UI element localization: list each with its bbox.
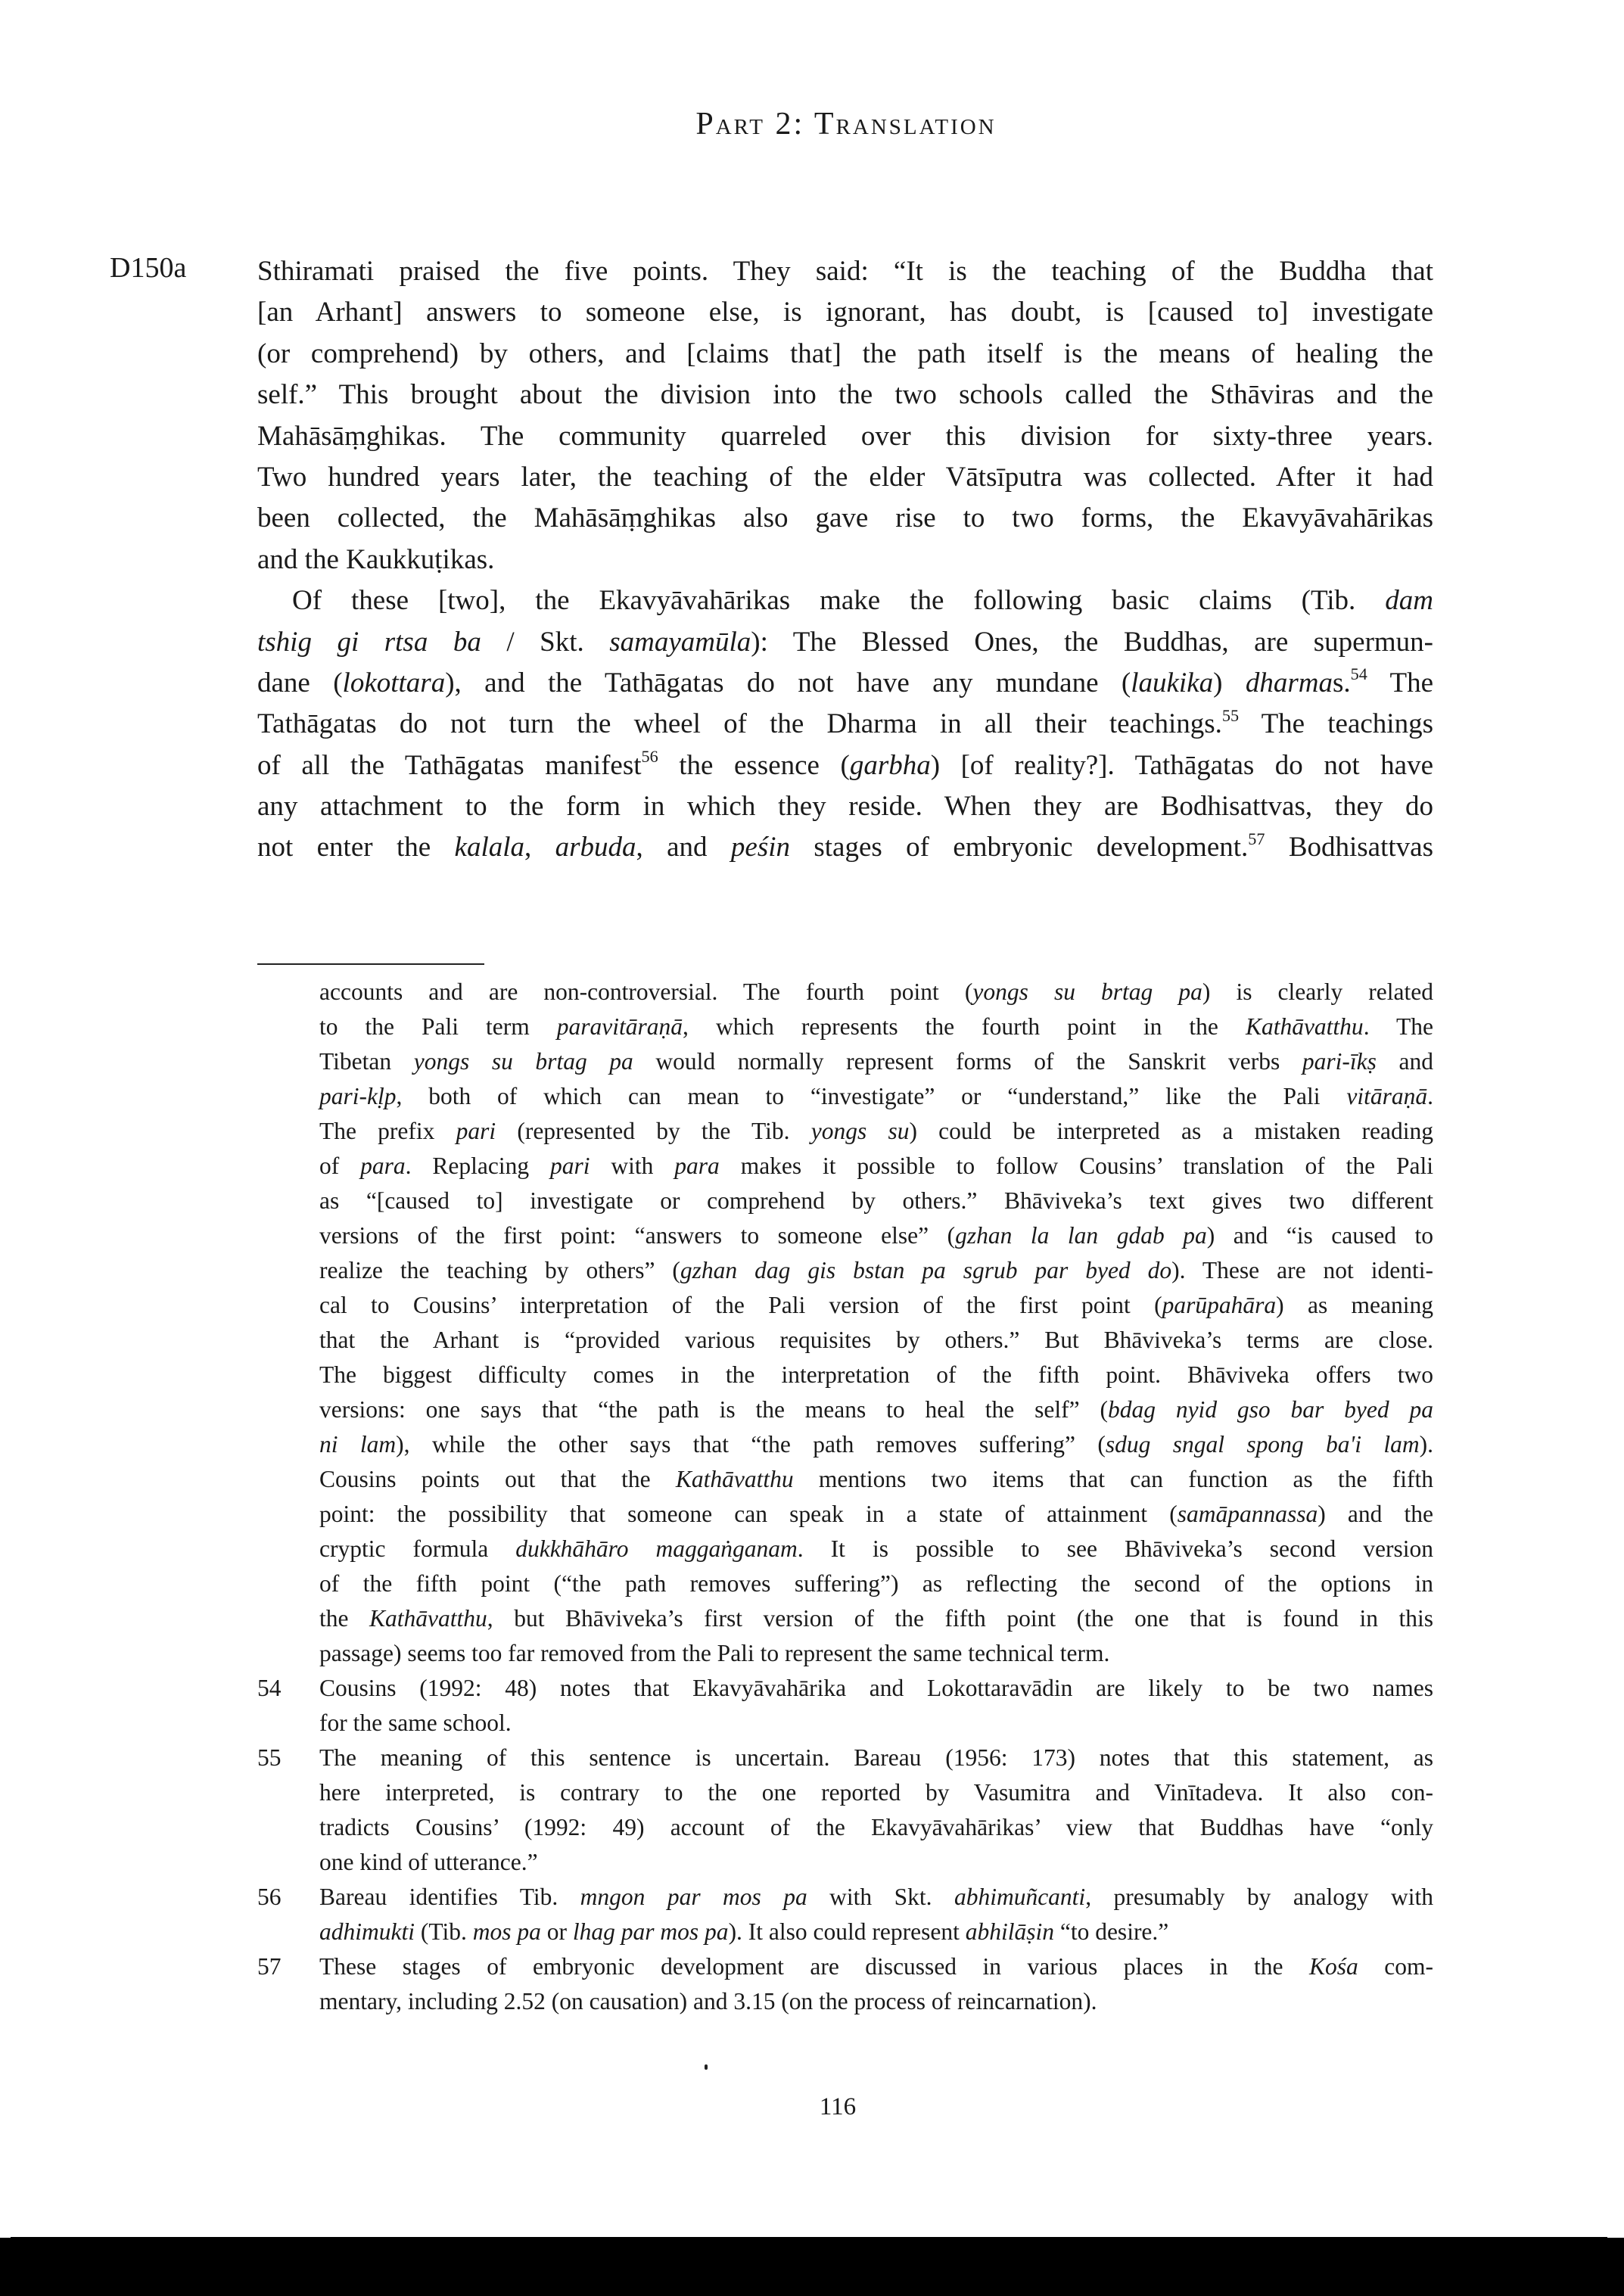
italic-term: vitāraṇā: [1346, 1083, 1428, 1109]
text-run[interactable]: stages of embryonic development.: [790, 832, 1249, 863]
text-run[interactable]: The meaning of this sentence is uncertain. Bareau (1956: 173) notes that this statement, as: [319, 1744, 1433, 1771]
footnote-separator: [257, 963, 484, 965]
text-line: [319, 1949, 1433, 1984]
footnotes: [257, 975, 1433, 2019]
text-line: [319, 1775, 1433, 1810]
footnote-55: [257, 1741, 1433, 1880]
text-line: [319, 1497, 1433, 1532]
text-line: [257, 622, 1433, 663]
italic-term: yongs su brtag pa: [972, 978, 1202, 1005]
text-run[interactable]: ) and “is caused to: [1206, 1222, 1434, 1249]
italic-term: pari: [456, 1118, 496, 1144]
italic-term: para: [360, 1153, 406, 1179]
text-run[interactable]: The: [1367, 667, 1434, 698]
footnote-ref[interactable]: 56: [641, 747, 658, 767]
italic-term: Kośa: [1308, 1953, 1358, 1980]
footnote-number: 55: [257, 1744, 282, 1771]
text-run[interactable]: and: [1376, 1048, 1433, 1075]
text-run[interactable]: point: the possibility that someone can speak in a state of attainment (: [319, 1501, 1178, 1527]
italic-term: tshig gi rtsa ba: [257, 626, 481, 658]
text-run[interactable]: The teachings: [1239, 708, 1433, 740]
italic-term: parūpahāra: [1162, 1292, 1277, 1318]
text-run[interactable]: These stages of embryonic development are discussed in various places in the: [319, 1953, 1309, 1980]
main-text: [257, 251, 1433, 869]
text-run[interactable]: ): The Blessed Ones, the Buddhas, are supermun-: [751, 626, 1434, 658]
italic-term: Kathāvatthu: [1245, 1013, 1364, 1040]
text-run[interactable]: (or comprehend) by others, and [claims that] the path itself is the means of healing the: [257, 338, 1433, 369]
footnote-ref[interactable]: 55: [1221, 705, 1240, 725]
text-run[interactable]: The biggest difficulty comes in the interpretation of the fifth point. Bhāviveka offers two: [319, 1361, 1433, 1388]
text-line: [319, 1462, 1433, 1497]
text-run[interactable]: would normally represent forms of the Sanskrit verbs: [633, 1048, 1302, 1075]
text-run[interactable]: ). It also could represent: [728, 1918, 966, 1945]
italic-term: samāpannassa: [1177, 1501, 1318, 1527]
text-run[interactable]: realize the teaching by others” (: [319, 1257, 680, 1283]
text-run[interactable]: cryptic formula: [319, 1535, 516, 1562]
footnote-ref[interactable]: 57: [1248, 829, 1265, 848]
text-run[interactable]: ) could be interpreted as a mistaken reading: [909, 1118, 1433, 1144]
text-line: [319, 1706, 1433, 1741]
text-line: [319, 1010, 1433, 1044]
text-run[interactable]: ), and the Tathāgatas do not have any mundane (: [445, 667, 1131, 698]
text-run[interactable]: s.: [1332, 667, 1351, 698]
text-line: [319, 1532, 1433, 1566]
text-run[interactable]: the: [319, 1605, 370, 1632]
italic-term: dukkhāhāro maggaṅganam: [515, 1535, 798, 1562]
text-run[interactable]: of the fifth point (“the path removes suffering”) as reflecting the second of the options in: [319, 1570, 1433, 1597]
marginal-reference: D150a: [110, 252, 187, 284]
text-run[interactable]: (Tib.: [415, 1918, 473, 1945]
text-run[interactable]: ): [1213, 667, 1246, 698]
text-run[interactable]: versions of the first point: “answers to someone else” (: [319, 1222, 956, 1249]
italic-term: lokottara: [342, 667, 446, 698]
text-run[interactable]: ). These are not identi-: [1171, 1257, 1433, 1283]
footnote-ref[interactable]: 54: [1350, 664, 1367, 684]
text-run[interactable]: passage) seems too far removed from the Pali to represent the same technical term.: [319, 1640, 1110, 1666]
text-line: [319, 1358, 1433, 1392]
text-line: [319, 1323, 1433, 1358]
text-run[interactable]: com-: [1358, 1953, 1433, 1980]
text-run[interactable]: .: [1427, 1083, 1433, 1109]
text-run[interactable]: of all the Tathāgatas manifest: [257, 749, 642, 781]
text-run[interactable]: Cousins points out that the: [319, 1466, 676, 1492]
italic-term: sdug sngal spong ba'i lam: [1105, 1431, 1420, 1458]
text-run[interactable]: for the same school.: [319, 1710, 512, 1736]
text-run[interactable]: and the Kaukkuṭikas.: [257, 543, 495, 575]
text-run[interactable]: the essence (: [658, 749, 850, 781]
text-run[interactable]: been collected, the Mahāsāṃghikas also gave rise to two forms, the Ekavyāvahārikas: [257, 502, 1433, 534]
text-run[interactable]: . Replacing: [405, 1153, 550, 1179]
text-line: [257, 704, 1433, 745]
italic-term: bdag nyid gso bar byed pa: [1107, 1396, 1433, 1423]
text-run[interactable]: (represented by the Tib.: [496, 1118, 811, 1144]
text-run[interactable]: ).: [1419, 1431, 1433, 1458]
text-run[interactable]: [an Arhant] answers to someone else, is ignorant, has doubt, is [caused to] investigate: [257, 297, 1433, 328]
text-line: [319, 1741, 1433, 1775]
italic-term: mos pa: [472, 1918, 541, 1945]
text-run[interactable]: , which represents the fourth point in the: [683, 1013, 1246, 1040]
text-run[interactable]: to the Pali term: [319, 1013, 557, 1040]
italic-term: pari: [550, 1153, 590, 1179]
text-run[interactable]: here interpreted, is contrary to the one reported by Vasumitra and Vinītadeva. It also con-: [319, 1779, 1433, 1806]
text-run[interactable]: one kind of utterance.”: [319, 1849, 538, 1875]
scan-edge-shadow: [0, 2238, 1624, 2296]
text-line: [319, 1810, 1433, 1845]
italic-term: dam: [1385, 585, 1433, 617]
italic-term: abhilāṣin: [965, 1918, 1054, 1945]
text-run[interactable]: ) and the: [1318, 1501, 1433, 1527]
italic-term: ni lam: [319, 1431, 397, 1458]
text-run[interactable]: , and: [636, 832, 731, 863]
text-run[interactable]: Mahāsāṃghikas. The community quarreled over this division for sixty-three years.: [257, 420, 1433, 452]
text-run[interactable]: of: [319, 1153, 361, 1179]
italic-term: pari-īkṣ: [1302, 1048, 1377, 1075]
text-run[interactable]: “to desire.”: [1053, 1918, 1169, 1945]
text-line: [257, 375, 1433, 415]
text-line: [257, 745, 1433, 786]
text-run[interactable]: Bareau identifies Tib.: [319, 1884, 580, 1910]
italic-term: arbuda: [555, 832, 636, 863]
text-run[interactable]: with: [590, 1153, 675, 1179]
text-run[interactable]: versions: one says that “the path is the means to heal the self” (: [319, 1396, 1108, 1423]
footnote-54: [257, 1671, 1433, 1741]
italic-term: yongs su: [810, 1118, 910, 1144]
italic-term: mngon par mos pa: [580, 1884, 807, 1910]
footnote-56: [257, 1880, 1433, 1949]
italic-term: lhag par mos pa: [572, 1918, 729, 1945]
footnote-57: [257, 1949, 1433, 2019]
italic-term: samayamūla: [609, 626, 751, 658]
text-line: [257, 498, 1433, 539]
italic-term: paravitāraṇā: [556, 1013, 683, 1040]
text-line: [319, 1044, 1433, 1079]
text-run[interactable]: The prefix: [319, 1118, 456, 1144]
text-run[interactable]: accounts and are non-controversial. The fourth point (: [319, 978, 973, 1005]
text-line: [319, 1671, 1433, 1706]
paragraph: [257, 251, 1433, 580]
text-run[interactable]: any attachment to the form in which they reside. When they are Bodhisattvas, they do: [257, 791, 1433, 823]
text-line: [319, 1636, 1433, 1671]
text-run[interactable]: Cousins (1992: 48) notes that Ekavyāvahārika and Lokottaravādin are likely to be two names: [319, 1675, 1433, 1701]
text-run[interactable]: with Skt.: [807, 1884, 954, 1910]
text-line: [319, 1880, 1433, 1915]
italic-term: pari-kḷp: [319, 1083, 397, 1109]
text-line: [319, 1288, 1433, 1323]
page-number: 116: [819, 2093, 857, 2120]
italic-term: Kathāvatthu: [369, 1605, 487, 1632]
italic-term: dharma: [1245, 667, 1333, 698]
text-line: [257, 334, 1433, 375]
text-line: [319, 1392, 1433, 1427]
footnote-number: 57: [257, 1953, 282, 1980]
text-line: [257, 786, 1433, 827]
italic-term: Kathāvatthu: [675, 1466, 794, 1492]
text-line: [319, 1184, 1433, 1218]
text-line: [319, 1253, 1433, 1288]
italic-term: gzhan la lan gdab pa: [955, 1222, 1207, 1249]
text-run[interactable]: Bodhisattvas: [1265, 832, 1433, 863]
text-run[interactable]: Two hundred years later, the teaching of the elder Vātsīputra was collected. After it had: [257, 461, 1433, 493]
footnote-number: 54: [257, 1675, 282, 1701]
text-line: [319, 1079, 1433, 1114]
running-title: Part 2: Translation: [695, 107, 997, 142]
text-line: [257, 663, 1433, 704]
footnote-continuation: [257, 975, 1433, 1671]
italic-term: peśin: [730, 832, 791, 863]
italic-term: abhimuñcanti: [954, 1884, 1086, 1910]
text-line: [319, 1218, 1433, 1253]
text-run[interactable]: / Skt.: [481, 626, 610, 658]
text-line: [257, 540, 1433, 580]
text-line: [257, 416, 1433, 457]
italic-term: laukika: [1131, 667, 1214, 698]
text-run[interactable]: self.” This brought about the division into the two schools called the Sthāviras and the: [257, 379, 1433, 411]
text-run[interactable]: Tathāgatas do not turn the wheel of the Dharma in all their teachings.: [257, 708, 1222, 740]
paragraph: [257, 580, 1433, 869]
text-run[interactable]: , but Bhāviveka’s first version of the fifth point (the one that is found in this: [487, 1605, 1434, 1632]
text-line: [257, 457, 1433, 498]
text-line: [319, 1915, 1433, 1949]
text-run[interactable]: Of these [two], the Ekavyāvahārikas make the following basic claims (Tib.: [292, 585, 1386, 617]
text-run[interactable]: mentions two items that can function as the fifth: [793, 1466, 1433, 1492]
text-line: [319, 1845, 1433, 1880]
text-run[interactable]: Tibetan: [319, 1048, 414, 1075]
italic-term: yongs su brtag pa: [413, 1048, 633, 1075]
italic-term: gzhan dag gis bstan pa sgrub par byed do: [680, 1257, 1172, 1283]
text-run[interactable]: not enter the: [257, 832, 455, 863]
text-line: [319, 975, 1433, 1010]
text-run[interactable]: . The: [1363, 1013, 1433, 1040]
text-line: [319, 1566, 1433, 1601]
text-run[interactable]: . It is possible to see Bhāviveka’s second version: [797, 1535, 1433, 1562]
text-run[interactable]: , presumably by analogy with: [1085, 1884, 1433, 1910]
text-run[interactable]: as “[caused to] investigate or comprehend by others.” Bhāviveka’s text gives two different: [319, 1187, 1433, 1214]
italic-term: adhimukti: [319, 1918, 415, 1945]
text-run[interactable]: ) [of reality?]. Tathāgatas do not have: [930, 749, 1433, 781]
text-run[interactable]: or: [540, 1918, 573, 1945]
speck-mark: [705, 2064, 708, 2070]
text-run[interactable]: cal to Cousins’ interpretation of the Pali version of the first point (: [319, 1292, 1162, 1318]
text-line: [257, 251, 1433, 292]
text-run[interactable]: dane (: [257, 667, 343, 698]
italic-term: para: [674, 1153, 720, 1179]
italic-term: kalala: [454, 832, 524, 863]
text-run[interactable]: , both of which can mean to “investigate” or “understand,” like the Pali: [396, 1083, 1347, 1109]
text-line: [319, 1601, 1433, 1636]
text-run[interactable]: Sthiramati praised the five points. They said: “It is the teaching of the Buddha that: [257, 256, 1433, 287]
text-run[interactable]: ,: [524, 832, 555, 863]
text-run[interactable]: ), while the other says that “the path removes suffering” (: [396, 1431, 1106, 1458]
text-run[interactable]: that the Arhant is “provided various requisites by others.” But Bhāviveka’s terms are close.: [319, 1327, 1433, 1353]
text-line: [319, 1984, 1433, 2019]
text-line: [257, 292, 1433, 333]
text-line: [319, 1114, 1433, 1149]
footnote-number: 56: [257, 1884, 282, 1910]
text-line: [319, 1427, 1433, 1462]
italic-term: garbha: [849, 749, 931, 781]
text-run[interactable]: makes it possible to follow Cousins’ translation of the Pali: [719, 1153, 1433, 1179]
text-line: [319, 1149, 1433, 1184]
text-run[interactable]: ) is clearly related: [1202, 978, 1433, 1005]
text-line: [257, 580, 1433, 621]
text-run[interactable]: mentary, including 2.52 (on causation) and 3.15 (on the process of reincarnation).: [319, 1988, 1097, 2014]
text-run[interactable]: ) as meaning: [1276, 1292, 1433, 1318]
text-run[interactable]: tradicts Cousins’ (1992: 49) account of the Ekavyāvahārikas’ view that Buddhas have “only: [319, 1814, 1433, 1840]
text-line: [257, 827, 1433, 868]
